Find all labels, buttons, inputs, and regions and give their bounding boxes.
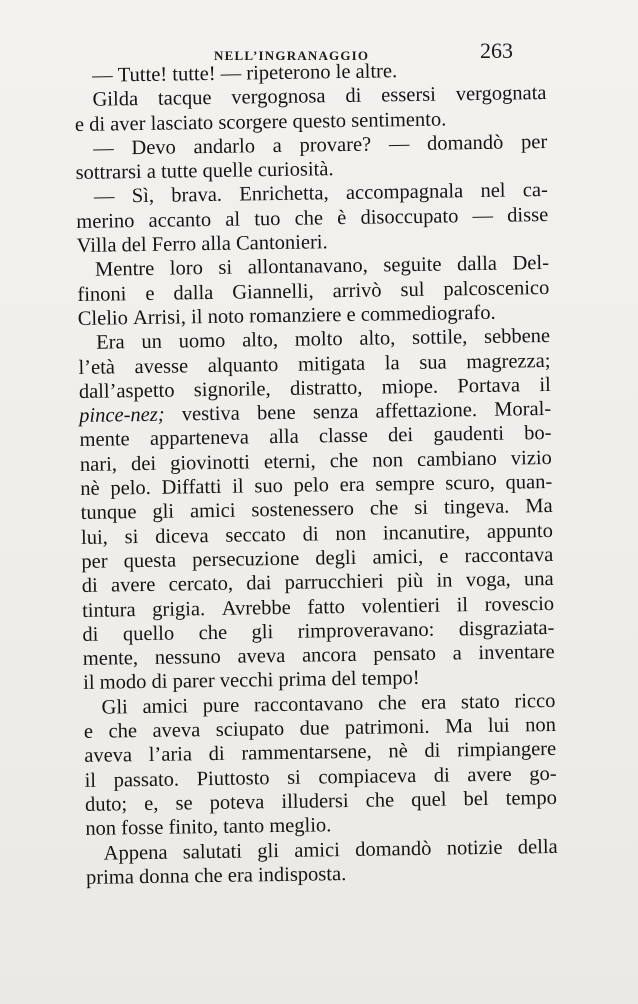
word: e bbox=[346, 303, 356, 326]
word: lui bbox=[487, 714, 510, 737]
word: che bbox=[329, 449, 359, 472]
word: cercato, bbox=[168, 572, 234, 596]
word: sua bbox=[419, 351, 447, 374]
word: distratto, bbox=[289, 376, 363, 400]
word: brava. bbox=[171, 184, 223, 208]
word: tempo! bbox=[361, 667, 420, 691]
word: lui, bbox=[80, 526, 108, 549]
word: disoccupato bbox=[360, 205, 459, 229]
word: che bbox=[377, 691, 407, 715]
word: nel bbox=[480, 180, 506, 203]
word: rimpiangere bbox=[456, 738, 557, 762]
word: Diffatti bbox=[161, 475, 222, 499]
word: Ma bbox=[444, 715, 473, 738]
word: vestiva bbox=[181, 402, 240, 426]
word: accanto bbox=[148, 208, 212, 232]
word: amici bbox=[142, 695, 189, 718]
word: di bbox=[88, 113, 106, 136]
word: non bbox=[372, 448, 404, 472]
word: magrezza; bbox=[466, 349, 551, 373]
word: il bbox=[84, 769, 97, 792]
word: disse bbox=[507, 203, 549, 227]
word: Ferro bbox=[151, 233, 197, 256]
word: di bbox=[302, 523, 319, 546]
word: raccontava bbox=[464, 543, 554, 568]
word: palcoscenico bbox=[443, 276, 550, 301]
word: era bbox=[339, 473, 365, 497]
word: tingeva. bbox=[443, 495, 510, 519]
word: loro bbox=[169, 257, 204, 280]
word: appunto bbox=[486, 519, 554, 543]
word: a bbox=[272, 134, 282, 157]
word: aveva bbox=[84, 744, 133, 768]
word: tanto bbox=[222, 815, 265, 839]
word: un bbox=[141, 330, 163, 354]
word: e bbox=[145, 282, 155, 305]
word: Moral- bbox=[494, 398, 552, 421]
word: alto, bbox=[241, 329, 279, 352]
word: Appena bbox=[103, 841, 168, 865]
word: go- bbox=[529, 762, 557, 785]
word: Enrichetta, bbox=[239, 182, 329, 207]
word: alquanto bbox=[207, 353, 279, 377]
word: vergognosa bbox=[231, 85, 326, 109]
word: Cantonieri. bbox=[235, 231, 328, 255]
word: scuro, bbox=[445, 471, 496, 495]
word: tutte! bbox=[172, 62, 216, 86]
word: di bbox=[208, 743, 225, 766]
word: apparteneva bbox=[149, 426, 250, 451]
word: avesse bbox=[134, 354, 189, 378]
word: Era bbox=[95, 331, 125, 354]
word: Tutte! bbox=[117, 63, 168, 87]
word: miope. bbox=[381, 375, 439, 399]
word: meglio. bbox=[269, 814, 332, 838]
word: tempo bbox=[505, 786, 558, 810]
word: rovescio bbox=[484, 592, 555, 616]
word: il bbox=[539, 373, 551, 396]
word: tacque bbox=[157, 87, 212, 111]
word: era bbox=[421, 691, 447, 714]
word: di bbox=[424, 739, 441, 763]
word: e bbox=[83, 720, 94, 743]
word: che bbox=[108, 720, 138, 743]
word: alla bbox=[201, 232, 232, 256]
word: senza bbox=[312, 400, 359, 424]
word: vizio bbox=[510, 446, 552, 470]
word: sciupato bbox=[215, 717, 285, 741]
word: il bbox=[83, 672, 95, 695]
word: una bbox=[523, 568, 554, 591]
body-text bbox=[74, 57, 558, 890]
word: — bbox=[92, 64, 113, 87]
word: sul bbox=[400, 278, 425, 301]
word: inventare bbox=[478, 641, 555, 665]
word: raccontavano bbox=[253, 692, 364, 717]
word: avere bbox=[110, 574, 156, 597]
word: pelo bbox=[293, 474, 330, 497]
word: Ma bbox=[525, 495, 553, 518]
word: al bbox=[225, 208, 241, 231]
word: finoni bbox=[77, 282, 127, 306]
word: sottile, bbox=[411, 326, 468, 350]
word: e, bbox=[144, 792, 159, 815]
page-number: 263 bbox=[480, 38, 513, 63]
word: Mentre bbox=[94, 258, 155, 282]
word: se bbox=[175, 792, 193, 815]
word: e bbox=[439, 545, 449, 568]
word: il bbox=[232, 475, 244, 498]
word: accompagnala bbox=[345, 180, 464, 205]
word: signorile, bbox=[193, 377, 271, 402]
word: di bbox=[151, 671, 168, 694]
word: gaudenti bbox=[433, 423, 505, 447]
word: suo bbox=[254, 474, 284, 498]
word: gli bbox=[251, 620, 274, 644]
word: seccato bbox=[225, 523, 286, 547]
word: donna bbox=[138, 865, 190, 888]
word: gli bbox=[152, 500, 175, 524]
word: illudersi bbox=[281, 789, 349, 813]
word: fosse bbox=[121, 816, 164, 840]
word: Devo bbox=[131, 136, 177, 160]
word: sempre bbox=[375, 472, 435, 496]
word: aveva bbox=[152, 719, 201, 742]
word: sottrarsi bbox=[75, 161, 142, 185]
word: curiosità. bbox=[257, 158, 334, 182]
running-title: NELL’INGRANAGGIO bbox=[214, 48, 370, 63]
word: l’aria bbox=[148, 743, 193, 767]
word: molto bbox=[294, 328, 343, 352]
word: tintura bbox=[81, 598, 136, 622]
word: Piuttosto bbox=[196, 766, 270, 790]
word: aver bbox=[110, 112, 146, 136]
word: in bbox=[436, 569, 453, 592]
word: dai bbox=[246, 572, 272, 595]
word: del bbox=[121, 234, 147, 257]
word: diceva bbox=[154, 524, 209, 548]
word: il bbox=[190, 306, 203, 329]
word: per bbox=[520, 130, 548, 154]
word: quan- bbox=[505, 470, 553, 494]
word: — bbox=[220, 62, 242, 85]
word: salutati bbox=[182, 840, 243, 863]
word: modo bbox=[99, 671, 147, 695]
word: che bbox=[294, 207, 324, 230]
word: si bbox=[218, 257, 233, 280]
word: persecuzione bbox=[192, 547, 300, 572]
word: più bbox=[396, 570, 424, 593]
word: domandò bbox=[426, 131, 504, 155]
word: che bbox=[198, 621, 228, 645]
word: — bbox=[388, 132, 410, 156]
word: di bbox=[345, 85, 362, 108]
word: arrivò bbox=[332, 279, 382, 302]
word: dei bbox=[387, 424, 414, 447]
word: alto, bbox=[359, 327, 396, 351]
word: patrimoni. bbox=[344, 715, 430, 740]
word: Del- bbox=[512, 252, 550, 275]
word: che bbox=[365, 789, 395, 812]
word: Portava bbox=[457, 374, 521, 398]
word: Villa bbox=[76, 234, 117, 258]
word: ripeterono bbox=[246, 61, 331, 85]
word: lasciato bbox=[150, 111, 214, 135]
word: ca- bbox=[522, 179, 549, 202]
word: affettazione. bbox=[375, 399, 478, 423]
word: poteva bbox=[209, 791, 265, 814]
word: bo- bbox=[523, 422, 552, 445]
word: ancora bbox=[301, 643, 357, 667]
word: nè bbox=[80, 477, 100, 500]
word: che bbox=[369, 497, 399, 521]
word: nari, bbox=[79, 453, 118, 476]
word: mente, bbox=[82, 647, 139, 671]
word: questo bbox=[292, 109, 347, 133]
word: era bbox=[227, 864, 254, 887]
word: merino bbox=[76, 209, 135, 233]
word: nessuno bbox=[154, 646, 221, 669]
word: dalla bbox=[173, 281, 214, 305]
word: sebbene bbox=[483, 325, 551, 349]
word: due bbox=[299, 717, 330, 740]
word: parrucchieri bbox=[284, 570, 384, 595]
word: sostenessero bbox=[251, 498, 355, 522]
word: tunque bbox=[80, 501, 137, 525]
word: altre. bbox=[355, 60, 398, 83]
word: non bbox=[524, 713, 557, 737]
word: — bbox=[472, 204, 494, 227]
word: si bbox=[414, 497, 429, 520]
word: sentimento. bbox=[351, 108, 447, 132]
word: il bbox=[456, 593, 469, 616]
word: seguite bbox=[383, 253, 442, 277]
word: di bbox=[82, 623, 99, 646]
word: pure bbox=[202, 694, 240, 717]
word: vecchi bbox=[219, 669, 274, 693]
word: compiaceva bbox=[318, 764, 417, 789]
word: avere bbox=[467, 763, 512, 786]
word: duto; bbox=[84, 793, 128, 816]
word: finito, bbox=[168, 816, 219, 839]
word: è bbox=[337, 206, 347, 229]
word: dei bbox=[130, 452, 157, 475]
word: pince-nez; bbox=[79, 403, 165, 428]
word: rammentarsene, bbox=[241, 740, 372, 765]
word: — bbox=[93, 137, 114, 160]
word: amici bbox=[189, 499, 236, 523]
word: grigia. bbox=[152, 597, 206, 621]
word: di bbox=[433, 764, 450, 787]
word: bel bbox=[463, 787, 489, 811]
word: amici, bbox=[372, 545, 424, 569]
word: alla bbox=[268, 426, 299, 449]
word: pensato bbox=[373, 642, 437, 666]
word: notizie bbox=[446, 836, 503, 860]
word: parer bbox=[172, 670, 215, 694]
word: cambiano bbox=[416, 447, 497, 471]
word: — bbox=[93, 185, 115, 209]
word: Gilda bbox=[92, 88, 139, 112]
word: tuo bbox=[254, 207, 281, 231]
word: domandò bbox=[354, 837, 432, 861]
word: tutte bbox=[160, 160, 198, 183]
word: degli bbox=[315, 546, 357, 570]
word: fatto bbox=[307, 595, 346, 619]
word: mente bbox=[79, 428, 130, 452]
word: amici bbox=[294, 838, 340, 862]
word: pelo. bbox=[110, 476, 151, 500]
word: dalla bbox=[456, 253, 498, 276]
word: disgraziata- bbox=[458, 616, 555, 641]
word: questa bbox=[123, 549, 177, 573]
word: uomo bbox=[178, 330, 226, 353]
word: per bbox=[81, 550, 108, 573]
word: si bbox=[124, 525, 139, 548]
word: dall’aspetto bbox=[78, 379, 175, 403]
word: passato. bbox=[113, 768, 180, 792]
word: ricco bbox=[514, 689, 556, 713]
word: si bbox=[286, 766, 301, 789]
word: vergognata bbox=[455, 82, 547, 106]
word: noto bbox=[207, 305, 245, 329]
word: essersi bbox=[381, 83, 437, 107]
word: scorgere bbox=[218, 110, 288, 134]
word: prima bbox=[278, 668, 327, 692]
word: nè bbox=[388, 740, 408, 763]
word: la bbox=[384, 351, 400, 374]
word: stato bbox=[460, 690, 500, 714]
word: di bbox=[81, 574, 98, 598]
word: romanziere bbox=[249, 304, 342, 328]
word: non bbox=[85, 817, 117, 841]
word: gli bbox=[257, 839, 280, 862]
word: giovinotti bbox=[169, 451, 250, 475]
word: allontanavano, bbox=[247, 255, 369, 279]
word: Avrebbe bbox=[221, 596, 291, 620]
word: non bbox=[335, 522, 367, 545]
word: andarlo bbox=[193, 135, 256, 159]
word: classe bbox=[318, 425, 369, 448]
word: Arrisi, bbox=[132, 306, 187, 330]
word: volentieri bbox=[361, 594, 441, 618]
word: che bbox=[194, 864, 223, 888]
word: rimproveravano: bbox=[297, 618, 435, 643]
word: indisposta. bbox=[257, 862, 347, 887]
word: quelle bbox=[202, 159, 253, 183]
word: e bbox=[74, 113, 85, 136]
word: bene bbox=[256, 401, 296, 425]
word: prima bbox=[85, 865, 135, 889]
word: Clelio bbox=[77, 307, 129, 330]
word: mitigata bbox=[297, 352, 366, 376]
word: Giannelli, bbox=[232, 280, 314, 304]
word: a bbox=[146, 160, 157, 184]
word: voga, bbox=[465, 568, 511, 592]
word: Gli bbox=[101, 695, 128, 719]
word: aveva bbox=[237, 645, 286, 668]
word: quello bbox=[122, 622, 175, 646]
word: le bbox=[335, 60, 351, 84]
word: incanutire, bbox=[382, 520, 471, 545]
word: della bbox=[517, 835, 558, 859]
word: l’età bbox=[78, 355, 116, 379]
word: Sì, bbox=[131, 185, 155, 208]
word: provare? bbox=[299, 133, 372, 157]
word: commediografo. bbox=[360, 301, 496, 326]
word: quel bbox=[411, 788, 447, 811]
word: a bbox=[452, 642, 462, 665]
word: del bbox=[331, 668, 357, 691]
word: eterni, bbox=[263, 450, 316, 473]
